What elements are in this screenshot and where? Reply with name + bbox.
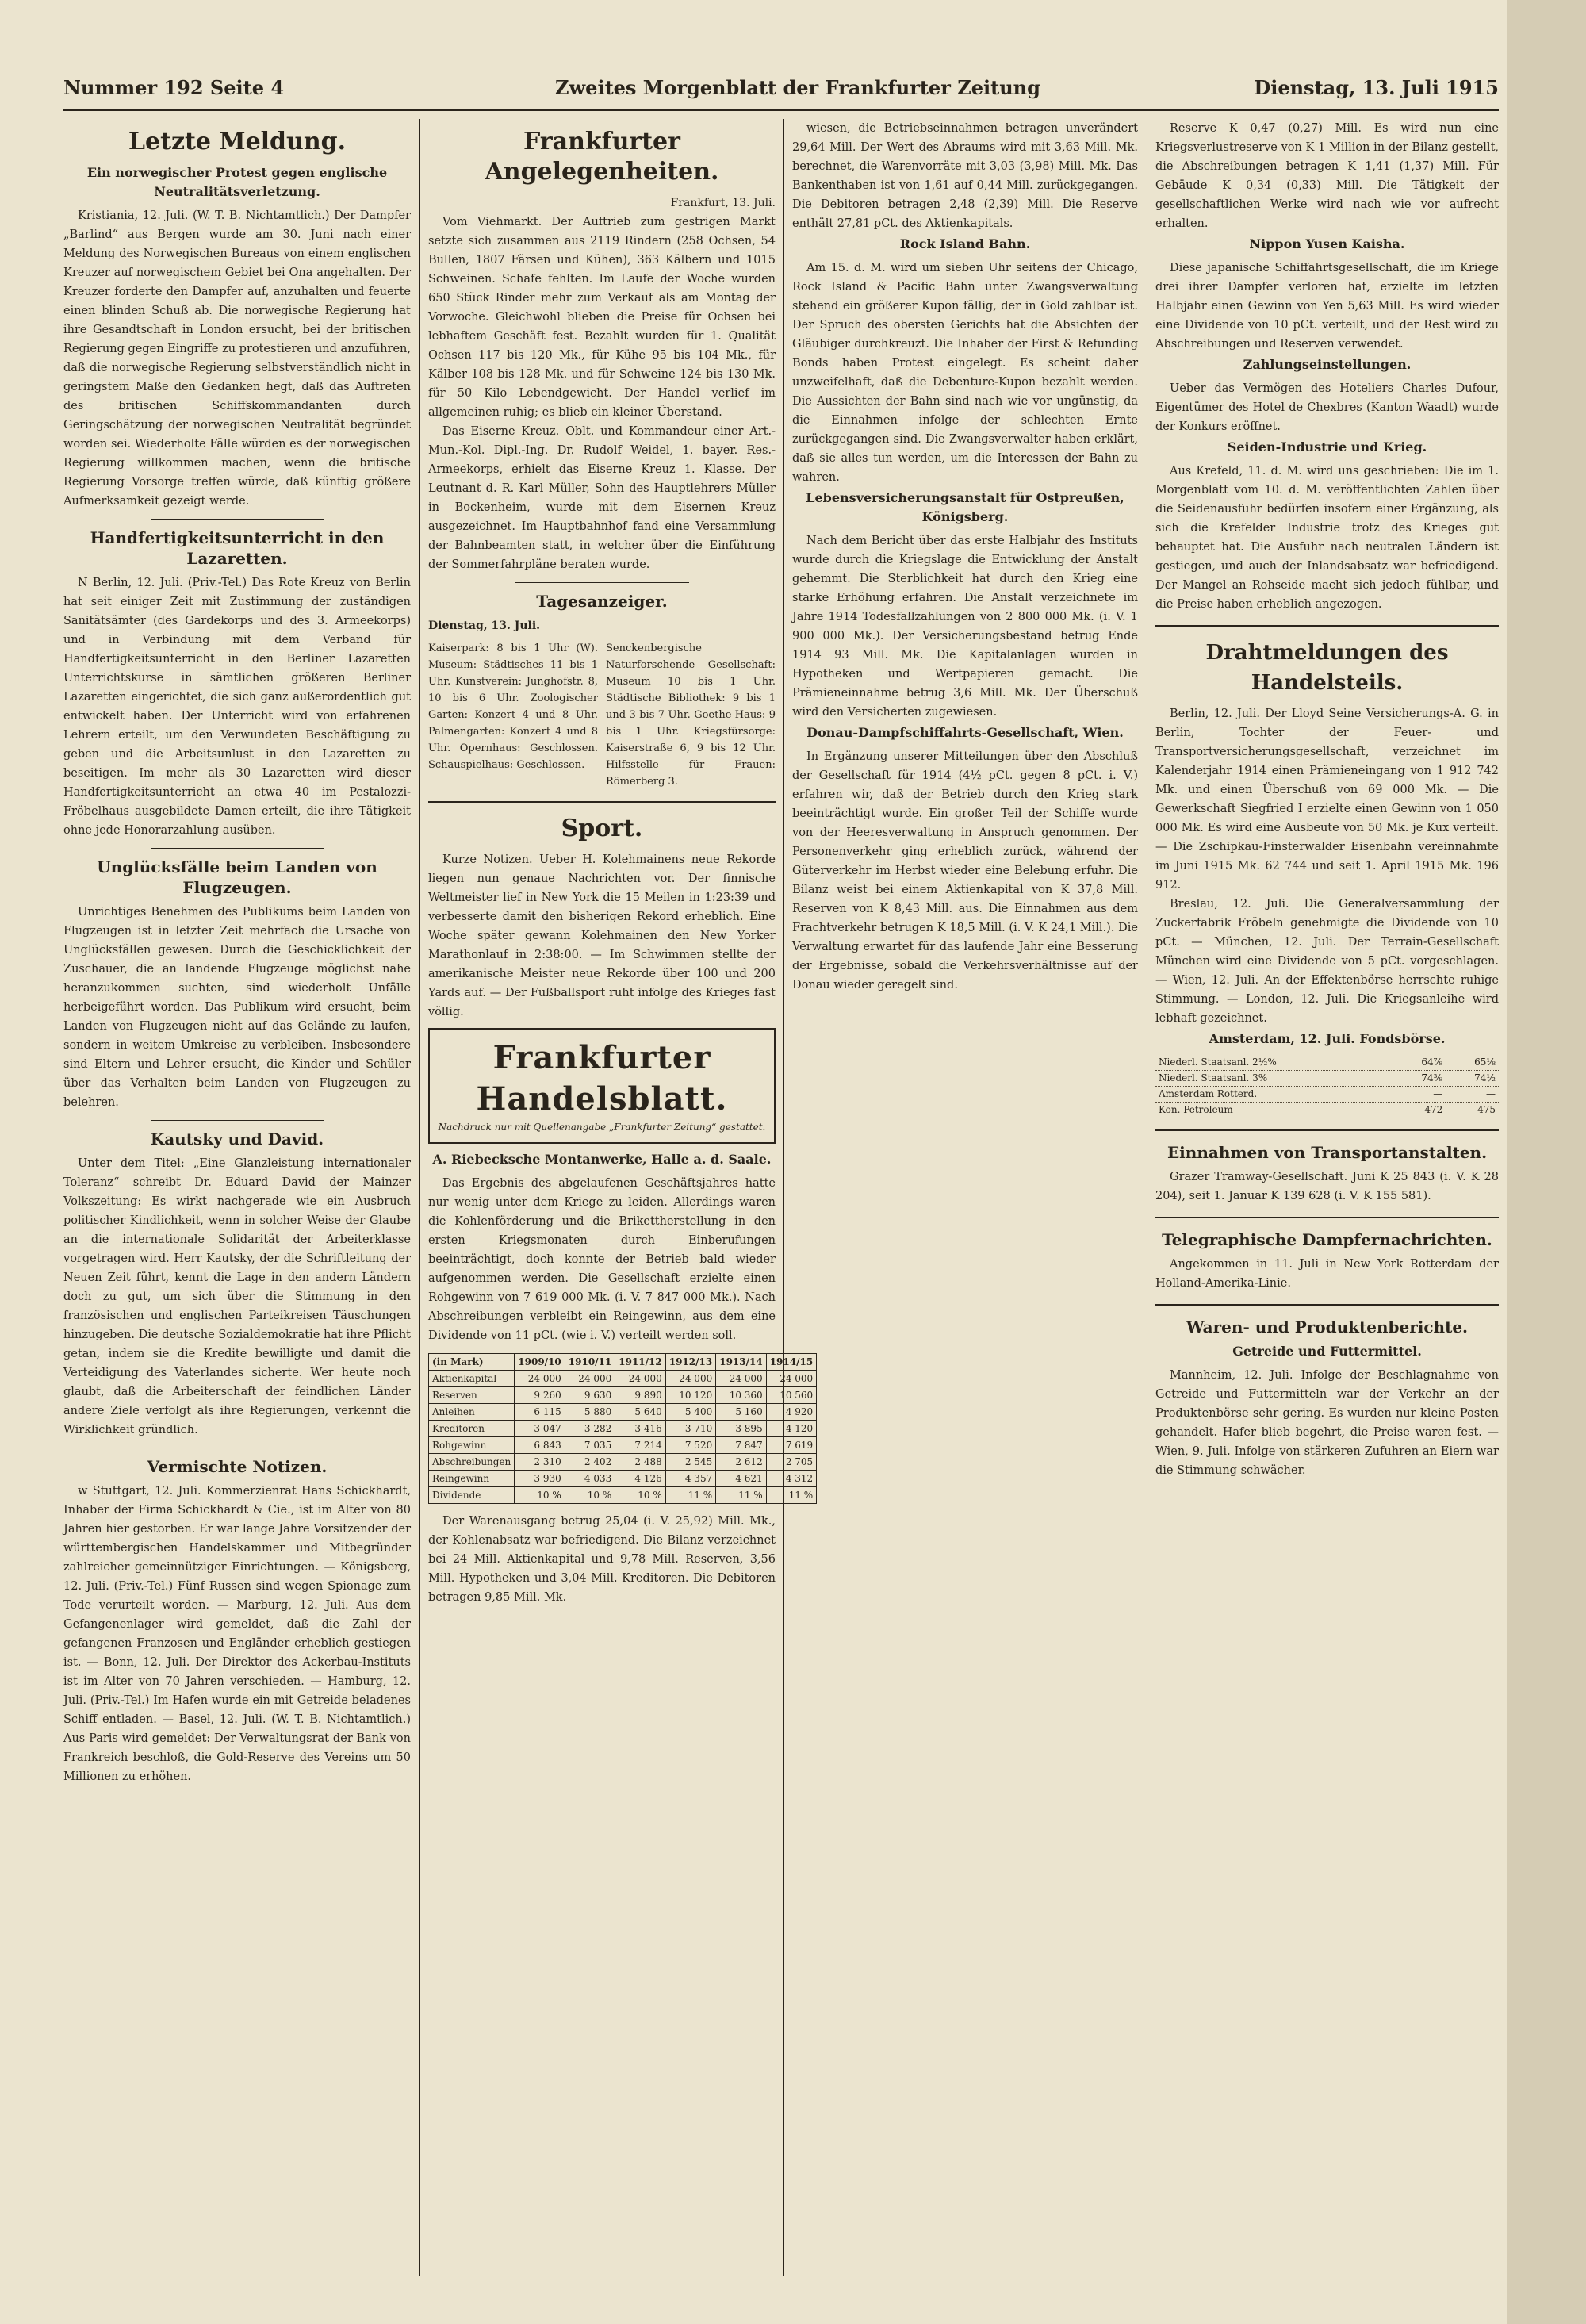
article-separator xyxy=(151,848,324,849)
page-header xyxy=(63,71,1499,109)
headline-amsterdam: Amsterdam, 12. Juli. Fondsbörse. xyxy=(1209,1031,1446,1046)
headline-donau-dampfschiffahrt: Donau-Dampfschiffahrts-Gesellschaft, Wien. xyxy=(806,725,1124,740)
table-cell: — xyxy=(1393,1087,1446,1103)
headline-rock-island: Rock Island Bahn. xyxy=(899,236,1031,251)
table-header-cell: 1911/12 xyxy=(615,1354,665,1371)
article-riebeck-continued: Der Warenausgang betrug 25,04 (i. V. 25,92) Mill. Mk., der Kohlenabsatz war befriedigend. Die Bilanz verzeichnet bei 24 Mill. Aktienkapital und 9,78 Mill. Reserven, 3,56 Mill. Hypotheken und 3,04 Mill. Kreditoren. Die Debitoren betragen 9,85 Mill. Mk. xyxy=(428,1515,776,1604)
column-4 xyxy=(1155,119,1499,2276)
article-kautsky-david: Unter dem Titel: „Eine Glanzleistung internationaler Toleranz“ schreibt Dr. Eduard David der Mainzer Volkszeitung: Es wirkt nachgerade wie ein Ausbruch politischer Kindlichkeit, wenn in solcher Weise der Glaube an die internationale Solidarität der Arbeiterklasse vorgetragen wird. Herr Kautsky, der die Schriftleitung der Neuen Zeit führt, kennt die Lage in den andern Ländern doch zu gut, um sich über die Stimmung in den französischen und englischen Parteikreisen Täuschungen hinzugeben. Die deutsche Sozialdemokratie hat ihre Pflicht getan, indem sie die Kredite bewilligte und damit die Verteidigung des Vaterlandes sicherte. Wer heute noch glaubt, daß die Arbeiterschaft der feindlichen Länder andere Ziele verfolgt als ihre Regierungen, verkennt die Wirklichkeit gründlich. xyxy=(63,1157,411,1436)
headline-frankfurter-angelegenheiten: Frankfurter Angelegenheiten. xyxy=(485,128,719,186)
table-cell: Reserven xyxy=(429,1387,515,1404)
headline-letzte-meldung: Letzte Meldung. xyxy=(128,128,347,155)
article-norwegischer-protest: Kristiania, 12. Juli. (W. T. B. Nichtamtlich.) Der Dampfer „Barlind“ aus Bergen wurde am 30. Juni nach einer Meldung des Norwegischen Bureaus von einem englischen Kreuzer auf norwegischem Gebiet bei Ona angehalten. Der Kreuzer forderte den Dampfer auf, anzuhalten und feuerte einen blinden Schuß ab. Die norwegische Regierung hat ihre Gesandtschaft in London ersucht, bei der britischen Regierung gegen Eingriffe zu protestieren und anzuführen, daß die norwegische Regierung selbstverständlich nicht in geringstem Maße den Gedanken hegt, daß das Auftreten des britischen Schiffskommandanten durch Geringschätzung der norwegischen Neutralität begründet worden sei. Wiederholte Fälle würden es der norwegischen Regierung willkommen machen, wenn die britische Regierung Vorsorge treffen würde, daß künftig größere Aufmerksamkeit gezeigt werde. xyxy=(63,209,411,508)
column-3 xyxy=(792,119,1138,2276)
dateline: Frankfurt, 13. Juli. xyxy=(670,197,776,209)
tagesanzeiger-listing xyxy=(428,640,776,790)
table-row xyxy=(429,1454,817,1471)
table-cell: 4 312 xyxy=(766,1471,816,1487)
headline-vermischte-notizen: Vermischte Notizen. xyxy=(147,1457,328,1476)
table-row xyxy=(429,1471,817,1487)
table-cell: 9 630 xyxy=(565,1387,615,1404)
article-eisernes-kreuz: Das Eiserne Kreuz. Oblt. und Kommandeur einer Art.-Mun.-Kol. Dipl.-Ing. Dr. Rudolf Weidel, 1. bayer. Res.-Armeekorps, erhielt das Eiserne Kreuz 1. Klasse. Der Leutnant d. R. Karl Müller, Sohn des Hauptlehrers Müller in Bockenheim, wurde mit dem Eisernen Kreuz ausgezeichnet. Im Hauptbahnhof fand eine Versammlung der Bahnbeamten statt, in welcher über die Einführung der Sommerfahrpläne beraten wurde. xyxy=(428,425,776,571)
headline-riebeck: A. Riebecksche Montanwerke, Halle a. d. Saale. xyxy=(432,1152,772,1167)
table-cell: 9 260 xyxy=(515,1387,565,1404)
article-handfertigkeit: N Berlin, 12. Juli. (Priv.-Tel.) Das Rote Kreuz von Berlin hat seit einiger Zeit mit Zustimmung der zuständigen Sanitätsämter (des Gardekorps und des 3. Armeekorps) und in Verbindung mit dem Verband für Handfertigkeitsunterricht in den Berliner Lazaretten Unterrichtskurse in sämtlichen größeren Berliner Lazaretten eingerichtet, die sich ganz außerordentlich gut entwickelt haben. Der Unterricht wird von erfahrenen Lehrern erteilt, um den Verwundeten Beschäftigung zu geben und die Arbeitsunlust in den Lazaretten zu beseitigen. Im mehr als 30 Lazaretten wird dieser Handfertigkeitsunterricht an etwa 40 im Pestalozzi-Fröbelhaus ausgebildete Damen erteilt, die ihre Tätigkeit ohne jede Honorarzahlung ausüben. xyxy=(63,577,411,837)
article-nippon-yusen: Diese japanische Schiffahrtsgesellschaft, die im Kriege drei ihrer Dampfer verloren hat, erzielte im letzten Halbjahr einen Gewinn von Yen 5,63 Mill. Es wird wieder eine Dividende von 10 pCt. verteilt, und der Rest wird zu Abschreibungen und Reserven verwendet. xyxy=(1155,262,1499,351)
article-rock-island: Am 15. d. M. wird um sieben Uhr seitens der Chicago, Rock Island & Pacific Bahn unter Zwangsverwaltung stehend ein größerer Kupon fällig, der in Gold zahlbar ist. Der Spruch des obersten Gerichts hat die Absichten der Gläubiger durchkreuzt. Die Inhaber der First & Refunding Bonds haben Protest eingelegt. Es scheint daher unzweifelhaft, daß die Debenture-Kupon bezahlt werden. Die Aussichten der Bahn sind nach wie vor ungünstig, da die Einnahmen infolge der schlechten Ernte zurückgegangen sind. Die Zwangsverwalter haben erklärt, daß sie alles tun werden, um die Interessen der Bahn zu wahren. xyxy=(792,262,1138,484)
table-cell: 4 357 xyxy=(665,1471,715,1487)
tagesanzeiger-right: Senckenbergische Naturforschende Gesellschaft: Museum 10 bis 1 Uhr. Städtische Bibliothek: 9 bis 1 und 3 bis 7 Uhr. Goethe-Haus: 9 bis 1 Uhr. Kriegsfürsorge: Kaiserstraße 6, 9 bis 12 Uhr. Hilfsstelle für Frauen: Römerberg 3. xyxy=(606,642,776,788)
table-cell: 3 930 xyxy=(515,1471,565,1487)
article-dampfernachrichten: Angekommen in 11. Juli in New York Rotterdam der Holland-Amerika-Linie. xyxy=(1155,1258,1499,1290)
article-grazer-tramway: Grazer Tramway-Gesellschaft. Juni K 25 843 (i. V. K 28 204), seit 1. Januar K 139 628 (i. V. K 155 581). xyxy=(1155,1171,1499,1202)
table-cell: Kon. Petroleum xyxy=(1155,1103,1393,1118)
table-row xyxy=(1155,1071,1499,1087)
table-header-cell: (in Mark) xyxy=(429,1354,515,1371)
article-donau-dampfschiffahrt: In Ergänzung unserer Mitteilungen über den Abschluß der Gesellschaft für 1914 (4½ pCt. gegen 8 pCt. i. V.) erfahren wir, daß der Betrieb durch den Krieg stark beeinträchtigt wurde. Ein großer Teil der Schiffe wurde von der Heeresverwaltung in Anspruch genommen. Der Personenverkehr ging erheblich zurück, während der Güterverkehr im Herbst wieder eine Belebung erfuhr. Die Bilanz weist bei einem Aktienkapital von K 37,8 Mill. Reserven von K 8,43 Mill. aus. Die Einnahmen aus dem Frachtverkehr betrugen K 18,5 Mill. (i. V. K 24,1 Mill.). Die Verwaltung erwartet für das laufende Jahr eine Besserung der Ergebnisse, sobald die Verkehrsverhältnisse auf der Donau wieder geregelt sind. xyxy=(792,750,1138,991)
article-drahtmeldungen-more: Breslau, 12. Juli. Die Generalversammlung der Zuckerfabrik Fröbeln genehmigte die Dividende von 10 pCt. — München, 12. Juli. Der Terrain-Gesellschaft München wird eine Dividende von 5 pCt. vorgeschlagen. — Wien, 12. Juli. An der Effektenbörse herrschte ruhige Stimmung. — London, 12. Juli. Die Kriegsanleihe wird lebhaft gezeichnet. xyxy=(1155,898,1499,1025)
section-separator xyxy=(1155,625,1499,627)
table-cell: 6 843 xyxy=(515,1437,565,1454)
table-cell: 24 000 xyxy=(716,1371,766,1387)
column-2 xyxy=(428,119,814,2276)
table-cell: Abschreibungen xyxy=(429,1454,515,1471)
table-row xyxy=(429,1404,817,1421)
article-separator xyxy=(151,1120,324,1121)
table-cell: 4 120 xyxy=(766,1421,816,1437)
column-rule-2 xyxy=(783,119,784,2276)
article-separator xyxy=(515,582,689,583)
article-continued: wiesen, die Betriebseinnahmen betragen unverändert 29,64 Mill. Der Wert des Abraums wird mit 3,63 Mill. Mk. berechnet, die Warenvorräte mit 3,03 (3,98) Mill. Mk. Das Bankenthaben ist von 1,61 auf 0,44 Mill. zurückgegangen. Die Debitoren betragen 2,48 (2,39) Mill. Die Reserve enthält 27,81 pCt. des Aktienkapitals. xyxy=(792,122,1138,230)
table-row xyxy=(429,1387,817,1404)
headline-getreide: Getreide und Futtermittel. xyxy=(1232,1344,1422,1359)
table-header-row xyxy=(429,1354,817,1371)
headline-tagesanzeiger: Tagesanzeiger. xyxy=(536,592,668,611)
table-cell: 3 416 xyxy=(615,1421,665,1437)
table-cell: 9 890 xyxy=(615,1387,665,1404)
table-cell: 472 xyxy=(1393,1103,1446,1118)
table-cell: 11 % xyxy=(716,1487,766,1504)
table-header-cell: 1909/10 xyxy=(515,1354,565,1371)
table-cell: Reingewinn xyxy=(429,1471,515,1487)
handelsblatt-masthead xyxy=(428,1028,776,1144)
table-cell: Anleihen xyxy=(429,1404,515,1421)
article-drahtmeldungen-berlin: Berlin, 12. Juli. Der Lloyd Seine Versicherungs-A. G. in Berlin, Tochter der Feuer- und Transportversicherungsgesellschaft, verzeichnet im Kalenderjahr 1914 einen Prämieneingang von 1 912 742 Mk. und einen Überschuß von 69 000 Mk. — Die Gewerkschaft Siegfried I erzielte einen Gewinn von 1 050 000 Mk. Es wird eine Ausbeute von 50 Mk. je Kux verteilt. — Die Zschipkau-Finsterwalder Eisenbahn vereinnahmte im Juni 1915 Mk. 62 744 und seit 1. April 1915 Mk. 196 912. xyxy=(1155,708,1499,892)
article-lebensversicherung: Nach dem Bericht über das erste Halbjahr des Instituts wurde durch die Kriegslage die Entwicklung der Anstalt gehemmt. Die Sterblichkeit hat durch den Krieg eine starke Erhöhung erfahren. Die Anstalt verzeichnete im Jahre 1914 Todesfallzahlungen von 2 800 000 Mk. (i. V. 1 900 000 Mk.). Der Versicherungsbestand betrug Ende 1914 93 Mill. Mk. Die Kapitalanlagen wurden in Hypotheken und Wertpapieren gemacht. Die Prämieneinnahme betrug 3,6 Mill. Mk. Der Überschuß wird den Versicherten zugewiesen. xyxy=(792,535,1138,719)
headline-sport: Sport. xyxy=(561,815,643,842)
table-cell: 7 619 xyxy=(766,1437,816,1454)
article-vermischte-notizen: w Stuttgart, 12. Juli. Kommerzienrat Hans Schickhardt, Inhaber der Firma Schickhardt & Cie., ist im Alter von 80 Jahren hier gestorben. Er war lange Jahre Vorsitzender der württembergischen Handelskammer und Mitbegründer zahlreicher gemeinnütziger Einrichtungen. — Königsberg, 12. Juli. (Priv.-Tel.) Fünf Russen sind wegen Spionage zum Tode verurteilt worden. — Marburg, 12. Juli. Aus dem Gefangenenlager wird gemeldet, daß die Zahl der gefangenen Franzosen und Engländer erheblich gestiegen ist. — Bonn, 12. Juli. Der Direktor des Ackerbau-Instituts ist im Alter von 70 Jahren verschieden. — Hamburg, 12. Juli. (Priv.-Tel.) Im Hafen wurde ein mit Getreide beladenes Schiff entladen. — Basel, 12. Juli. (W. T. B. Nichtamtlich.) Aus Paris wird gemeldet: Der Verwaltungsrat der Bank von Frankreich beschloß, die Gold-Reserve des Vereins um 50 Millionen zu erhöhen. xyxy=(63,1485,411,1783)
section-separator xyxy=(428,801,776,803)
table-cell: 74⅜ xyxy=(1393,1071,1446,1087)
headline-zahlungseinstellungen: Zahlungseinstellungen. xyxy=(1243,357,1412,372)
table-cell: 2 705 xyxy=(766,1454,816,1471)
table-cell: 10 % xyxy=(515,1487,565,1504)
table-header-cell: 1914/15 xyxy=(766,1354,816,1371)
riebeck-table xyxy=(428,1353,817,1504)
handelsblatt-title: Frankfurter Handelsblatt. xyxy=(476,1039,728,1118)
table-cell: 10 360 xyxy=(716,1387,766,1404)
table-cell: Amsterdam Rotterd. xyxy=(1155,1087,1393,1103)
table-cell: 10 120 xyxy=(665,1387,715,1404)
table-cell: 5 880 xyxy=(565,1404,615,1421)
article-flugzeuge: Unrichtiges Benehmen des Publikums beim Landen von Flugzeugen ist in letzter Zeit mehrfach die Ursache von Unglücksfällen gewesen. Durch die Geschicklichkeit der Zuschauer, die an landende Flugzeuge möglichst nahe heranzukommen suchten, sind wiederholt Unfälle herbeigeführt worden. Das Publikum wird ersucht, beim Landen von Flugzeugen nicht auf das Gelände zu laufen, sondern in weitem Umkreise zu verbleiben. Insbesondere sind Eltern und Lehrer ersucht, die Kinder und Schüler über das Verhalten beim Landen von Flugzeugen zu belehren. xyxy=(63,906,411,1109)
tagesanzeiger-left: Kaiserpark: 8 bis 1 Uhr (W). Museum: Städtisches 11 bis 1 Uhr. Kunstverein: Junghofstr. 8, 10 bis 6 Uhr. Zoologischer Garten: Konzert 4 und 8 Uhr. Palmengarten: Konzert 4 und 8 Uhr. Opernhaus: Geschlossen. Schauspielhaus: Geschlossen. xyxy=(428,642,598,771)
table-cell: 4 920 xyxy=(766,1404,816,1421)
table-cell: 2 310 xyxy=(515,1454,565,1471)
table-cell: 2 488 xyxy=(615,1454,665,1471)
table-cell: 24 000 xyxy=(665,1371,715,1387)
table-cell: 3 282 xyxy=(565,1421,615,1437)
table-cell: Kreditoren xyxy=(429,1421,515,1437)
table-cell: 24 000 xyxy=(615,1371,665,1387)
table-row xyxy=(429,1421,817,1437)
article-getreide: Mannheim, 12. Juli. Infolge der Beschlagnahme von Getreide und Futtermitteln war der Verkehr an der Produktenbörse sehr gering. Es wurden nur kleine Posten gehandelt. Hafer blieb begehrt, die Preise waren fest. — Wien, 9. Juli. Infolge von stärkeren Zufuhren an Eiern war die Stimmung schwächer. xyxy=(1155,1369,1499,1477)
table-row xyxy=(1155,1103,1499,1118)
table-cell: 475 xyxy=(1446,1103,1499,1118)
header-rule xyxy=(63,109,1499,111)
headline-lebensversicherung: Lebensversicherungsanstalt für Ostpreußen, Königsberg. xyxy=(806,490,1124,524)
table-header-cell: 1910/11 xyxy=(565,1354,615,1371)
table-cell: 2 545 xyxy=(665,1454,715,1471)
headline-handfertigkeit: Handfertigkeitsunterricht in den Lazaretten. xyxy=(90,528,385,568)
amsterdam-table-body xyxy=(1155,1055,1499,1118)
issue-date: Dienstag, 13. Juli 1915 xyxy=(1254,76,1499,99)
table-cell: 5 160 xyxy=(716,1404,766,1421)
table-body xyxy=(429,1371,817,1504)
table-cell: Dividende xyxy=(429,1487,515,1504)
headline-einnahmen: Einnahmen von Transportanstalten. xyxy=(1167,1143,1488,1162)
amsterdam-table xyxy=(1155,1055,1499,1118)
table-cell: 2 612 xyxy=(716,1454,766,1471)
table-cell: 3 047 xyxy=(515,1421,565,1437)
page-number: Nummer 192 Seite 4 xyxy=(63,76,285,99)
table-cell: Niederl. Staatsanl. 3% xyxy=(1155,1071,1393,1087)
headline-nippon-yusen: Nippon Yusen Kaisha. xyxy=(1249,236,1405,251)
table-cell: 3 710 xyxy=(665,1421,715,1437)
table-cell: Rohgewinn xyxy=(429,1437,515,1454)
table-cell: 2 402 xyxy=(565,1454,615,1471)
subheadline-norwegischer-protest: Ein norwegischer Protest gegen englische Neutralitätsverletzung. xyxy=(86,165,388,199)
headline-dampfernachrichten: Telegraphische Dampfernachrichten. xyxy=(1162,1230,1492,1249)
table-cell: 7 520 xyxy=(665,1437,715,1454)
article-viehmarkt: Vom Viehmarkt. Der Auftrieb zum gestrigen Markt setzte sich zusammen aus 2119 Rindern (258 Ochsen, 54 Bullen, 1807 Färsen und Kühen), 363 Kälbern und 1015 Schweinen. Schafe fehlten. Im Laufe der Woche wurden 650 Stück Rinder mehr zum Verkauf als am Montag der Vorwoche. Gleichwohl blieben die Preise für Ochsen bei lebhaftem Geschäft fest. Bezahlt wurden für 1. Qualität Ochsen 117 bis 120 Mk., für Kühe 95 bis 104 Mk., für Kälber 108 bis 128 Mk. und für Schweine 124 bis 130 Mk. für 50 Kilo Lebendgewicht. Der Handel verlief im allgemeinen ruhig; es blieb ein kleiner Überstand. xyxy=(428,216,776,419)
table-row xyxy=(429,1371,817,1387)
table-cell: Niederl. Staatsanl. 2½% xyxy=(1155,1055,1393,1071)
table-cell: 10 560 xyxy=(766,1387,816,1404)
table-cell: 64⅞ xyxy=(1393,1055,1446,1071)
table-header-cell: 1913/14 xyxy=(716,1354,766,1371)
section-separator xyxy=(1155,1129,1499,1131)
table-cell: 74½ xyxy=(1446,1071,1499,1087)
headline-warenberichte: Waren- und Produktenberichte. xyxy=(1186,1317,1469,1336)
table-cell: 7 035 xyxy=(565,1437,615,1454)
headline-drahtmeldungen: Drahtmeldungen des Handelsteils. xyxy=(1205,641,1449,695)
table-row xyxy=(1155,1055,1499,1071)
page-edge xyxy=(1507,0,1586,2324)
headline-flugzeuge: Unglücksfälle beim Landen von Flugzeugen. xyxy=(97,857,377,897)
table-cell: 10 % xyxy=(565,1487,615,1504)
table-header-cell: 1912/13 xyxy=(665,1354,715,1371)
table-cell: 5 640 xyxy=(615,1404,665,1421)
table-cell: 3 895 xyxy=(716,1421,766,1437)
article-seiden-industrie: Aus Krefeld, 11. d. M. wird uns geschrieben: Die im 1. Morgenblatt vom 10. d. M. veröffentlichten Zahlen über die Seidenausfuhr bedürfen insofern einer Ergänzung, als sich die Krefelder Industrie trotz des Krieges gut behauptet hat. Die Ausfuhr nach neutralen Ländern ist gestiegen, und auch der Inlandsabsatz war befriedigend. Der Mangel an Rohseide macht sich jedoch fühlbar, und die Preise haben erheblich angezogen. xyxy=(1155,465,1499,611)
table-cell: 24 000 xyxy=(565,1371,615,1387)
table-cell: 24 000 xyxy=(766,1371,816,1387)
headline-kautsky-david: Kautsky und David. xyxy=(150,1129,324,1149)
table-row xyxy=(429,1437,817,1454)
table-cell: 10 % xyxy=(615,1487,665,1504)
table-row xyxy=(429,1487,817,1504)
article-separator xyxy=(151,519,324,520)
article-continued-reserve: Reserve K 0,47 (0,27) Mill. Es wird nun eine Kriegsverlustreserve von K 1 Million in der Bilanz gestellt, die Abschreibungen betragen K 1,41 (1,37) Mill. Für Gebäude K 0,34 (0,33) Mill. Die Tätigkeit der gesellschaftlichen Werke wird nach wie vor aufrecht erhalten. xyxy=(1155,122,1499,230)
column-1 xyxy=(63,119,411,2276)
table-cell: 4 621 xyxy=(716,1471,766,1487)
tagesanzeiger-date: Dienstag, 13. Juli. xyxy=(428,619,541,632)
table-cell: 4 126 xyxy=(615,1471,665,1487)
table-cell: 7 214 xyxy=(615,1437,665,1454)
table-cell: 5 400 xyxy=(665,1404,715,1421)
table-cell: 24 000 xyxy=(515,1371,565,1387)
table-cell: 6 115 xyxy=(515,1404,565,1421)
article-riebeck: Das Ergebnis des abgelaufenen Geschäftsjahres hatte nur wenig unter dem Kriege zu leiden. Allerdings waren die Kohlenförderung und die Brikettherstellung in den ersten Kriegsmonaten durch Einberufungen beeinträchtigt, doch konnte der Betrieb bald wieder aufgenommen werden. Die Gesellschaft erzielte einen Rohgewinn von 7 619 000 Mk. (i. V. 7 847 000 Mk.). Nach Abschreibungen verbleibt ein Reingewinn, aus dem eine Dividende von 11 pCt. (wie i. V.) verteilt werden soll. xyxy=(428,1177,776,1342)
headline-seiden-industrie: Seiden-Industrie und Krieg. xyxy=(1227,439,1427,454)
table-cell: 11 % xyxy=(665,1487,715,1504)
handelsblatt-note: Nachdruck nur mit Quellenangabe „Frankfurter Zeitung“ gestattet. xyxy=(438,1122,766,1133)
table-cell: 7 847 xyxy=(716,1437,766,1454)
table-cell: 4 033 xyxy=(565,1471,615,1487)
table-cell: 65⅛ xyxy=(1446,1055,1499,1071)
section-separator xyxy=(1155,1304,1499,1306)
column-rule-1 xyxy=(419,119,420,2276)
table-cell: — xyxy=(1446,1087,1499,1103)
table-row xyxy=(1155,1087,1499,1103)
table-cell: Aktienkapital xyxy=(429,1371,515,1387)
section-separator xyxy=(1155,1217,1499,1218)
article-sport: Kurze Notizen. Ueber H. Kolehmainens neue Rekorde liegen nun genaue Nachrichten vor. Der finnische Weltmeister lief in New York die 15 Meilen in 1:23:39 und verbesserte damit den bisherigen Rekord erheblich. Eine Woche später gewann Kolehmainen den New Yorker Marathonlauf in 2:38:00. — Im Schwimmen stellte der amerikanische Meister neue Rekorde über 100 und 200 Yards auf. — Der Fußballsport ruht infolge des Krieges fast völlig. xyxy=(428,853,776,1018)
article-zahlungseinstellungen: Ueber das Vermögen des Hoteliers Charles Dufour, Eigentümer des Hotel de Chexbres (Kanton Waadt) wurde der Konkurs eröffnet. xyxy=(1155,382,1499,433)
table-cell: 11 % xyxy=(766,1487,816,1504)
newspaper-title: Zweites Morgenblatt der Frankfurter Zeitung xyxy=(555,76,1040,99)
